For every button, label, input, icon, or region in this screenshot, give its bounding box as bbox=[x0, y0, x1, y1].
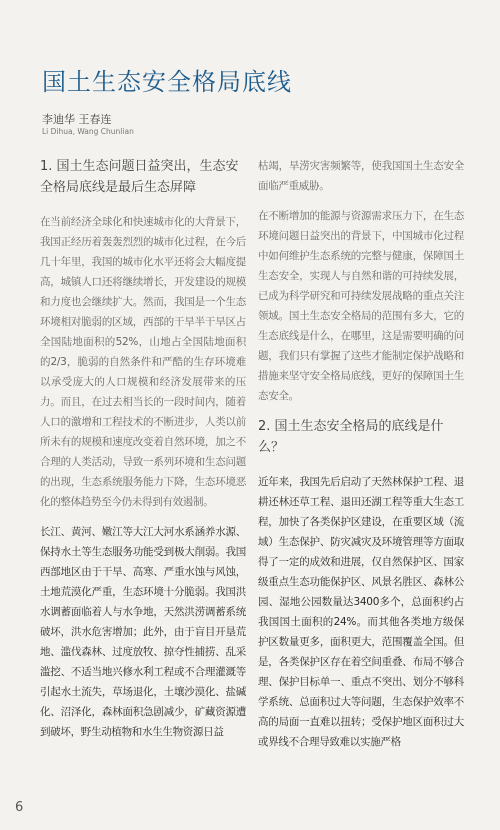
authors-english: Li Dihua, Wang Chunlian bbox=[42, 127, 134, 136]
section-1-paragraph-2: 长江、黄河、嫩江等大江大河水系涵养水源、保持水土等生态服务功能受到极大削弱。我国西部地区由于干旱、高寒、严重水蚀与风蚀，土地荒漠化严重，生态环境十分脆弱。我国洪水调蓄面临着人与水争地，天然洪涝调蓄系统破坏，洪水危害增加；此外，由于盲目开垦荒地、滥伐森林、过度放牧、掠夺性捕捞、乱采滥挖、不适当地兴修水利工程或不合理灌溉等引起水土流失，草场退化，土壤沙漠化、盐碱化、沼泽化，森林面积急剧减少，矿藏资源遭到破坏，野生动植物和水生生物资源日益 bbox=[40, 526, 246, 738]
left-column bbox=[40, 156, 246, 742]
page-number: 6 bbox=[15, 800, 24, 815]
section-2-heading: 2. 国土生态安全格局的底线是什么？ bbox=[258, 419, 444, 455]
right-column bbox=[258, 156, 464, 752]
section-1-heading: 1. 国土生态问题日益突出，生态安全格局底线是最后生态屏障 bbox=[40, 159, 239, 195]
section-1-continued-paragraph: 枯竭，旱涝灾害频繁等，使我国国土生态安全面临严重威胁。 bbox=[258, 160, 464, 192]
section-1-paragraph-1: 在当前经济全球化和快速城市化的大背景下，我国正经历着轰轰烈烈的城市化过程，在今后几十年里，我国的城市化水平还将会大幅度提高，城镇人口还将继续增长，开发建设的规模和力度也会继续扩大。然而，我国是一个生态环境相对脆弱的区域，西部的干旱半干旱区占全国陆地面积的52%，山地占全国陆地面积的2/3，脆弱的自然条件和严酷的生存环境难以承受庞大的人口规模和经济发展带来的压力。而且，在过去相当长的一段时间内，随着人口的激增和工程技术的不断进步，人类以前所未有的规模和速度改变着自然环境，加之不合理的人类活动，导致一系列环境和生态问题的出现，生态系统服务能力下降，生态环境恶化的整体趋势至今仍未得到有效遏制。 bbox=[40, 216, 246, 508]
section-1-paragraph-3: 在不断增加的能源与资源需求压力下，在生态环境问题日益突出的背景下，中国城市化过程中如何维护生态系统的完整与健康，保障国土生态安全，实现人与自然和谐的可持续发展，已成为科学研究和可持续发展战略的重点关注领域。国土生态安全格局的范围有多大，它的生态底线是什么，在哪里，这是需要明确的问题，我们只有掌握了这些才能制定保护战略和措施来坚守安全格局底线，更好的保障国土生态安全。 bbox=[258, 210, 464, 402]
section-2-paragraph-1: 近年来，我国先后启动了天然林保护工程、退耕还林还草工程、退田还湖工程等重大生态工程，加快了各类保护区建设，在重要区域（流域）生态保护、防灾减灾及环境管理等方面取得了一定的成效和进展，仅自然保护区、国家级重点生态功能保护区、风景名胜区、森林公园、湿地公园数量达3400多个，总面积约占我国国土面积的24%。而其他各类地方级保护区数量更多，面积更大，范围覆盖全国。但是，各类保护区存在着空间重叠、布局不够合理、保护目标单一、重点不突出、划分不够科学系统、总面积过大等问题，生态保护效率不高的局面一直难以扭转；受保护地区面积过大或界线不合理导致难以实施严格 bbox=[258, 476, 464, 748]
authors: 李迪华 王春连 bbox=[42, 113, 112, 126]
page-title: 国土生态安全格局底线 bbox=[42, 68, 292, 96]
